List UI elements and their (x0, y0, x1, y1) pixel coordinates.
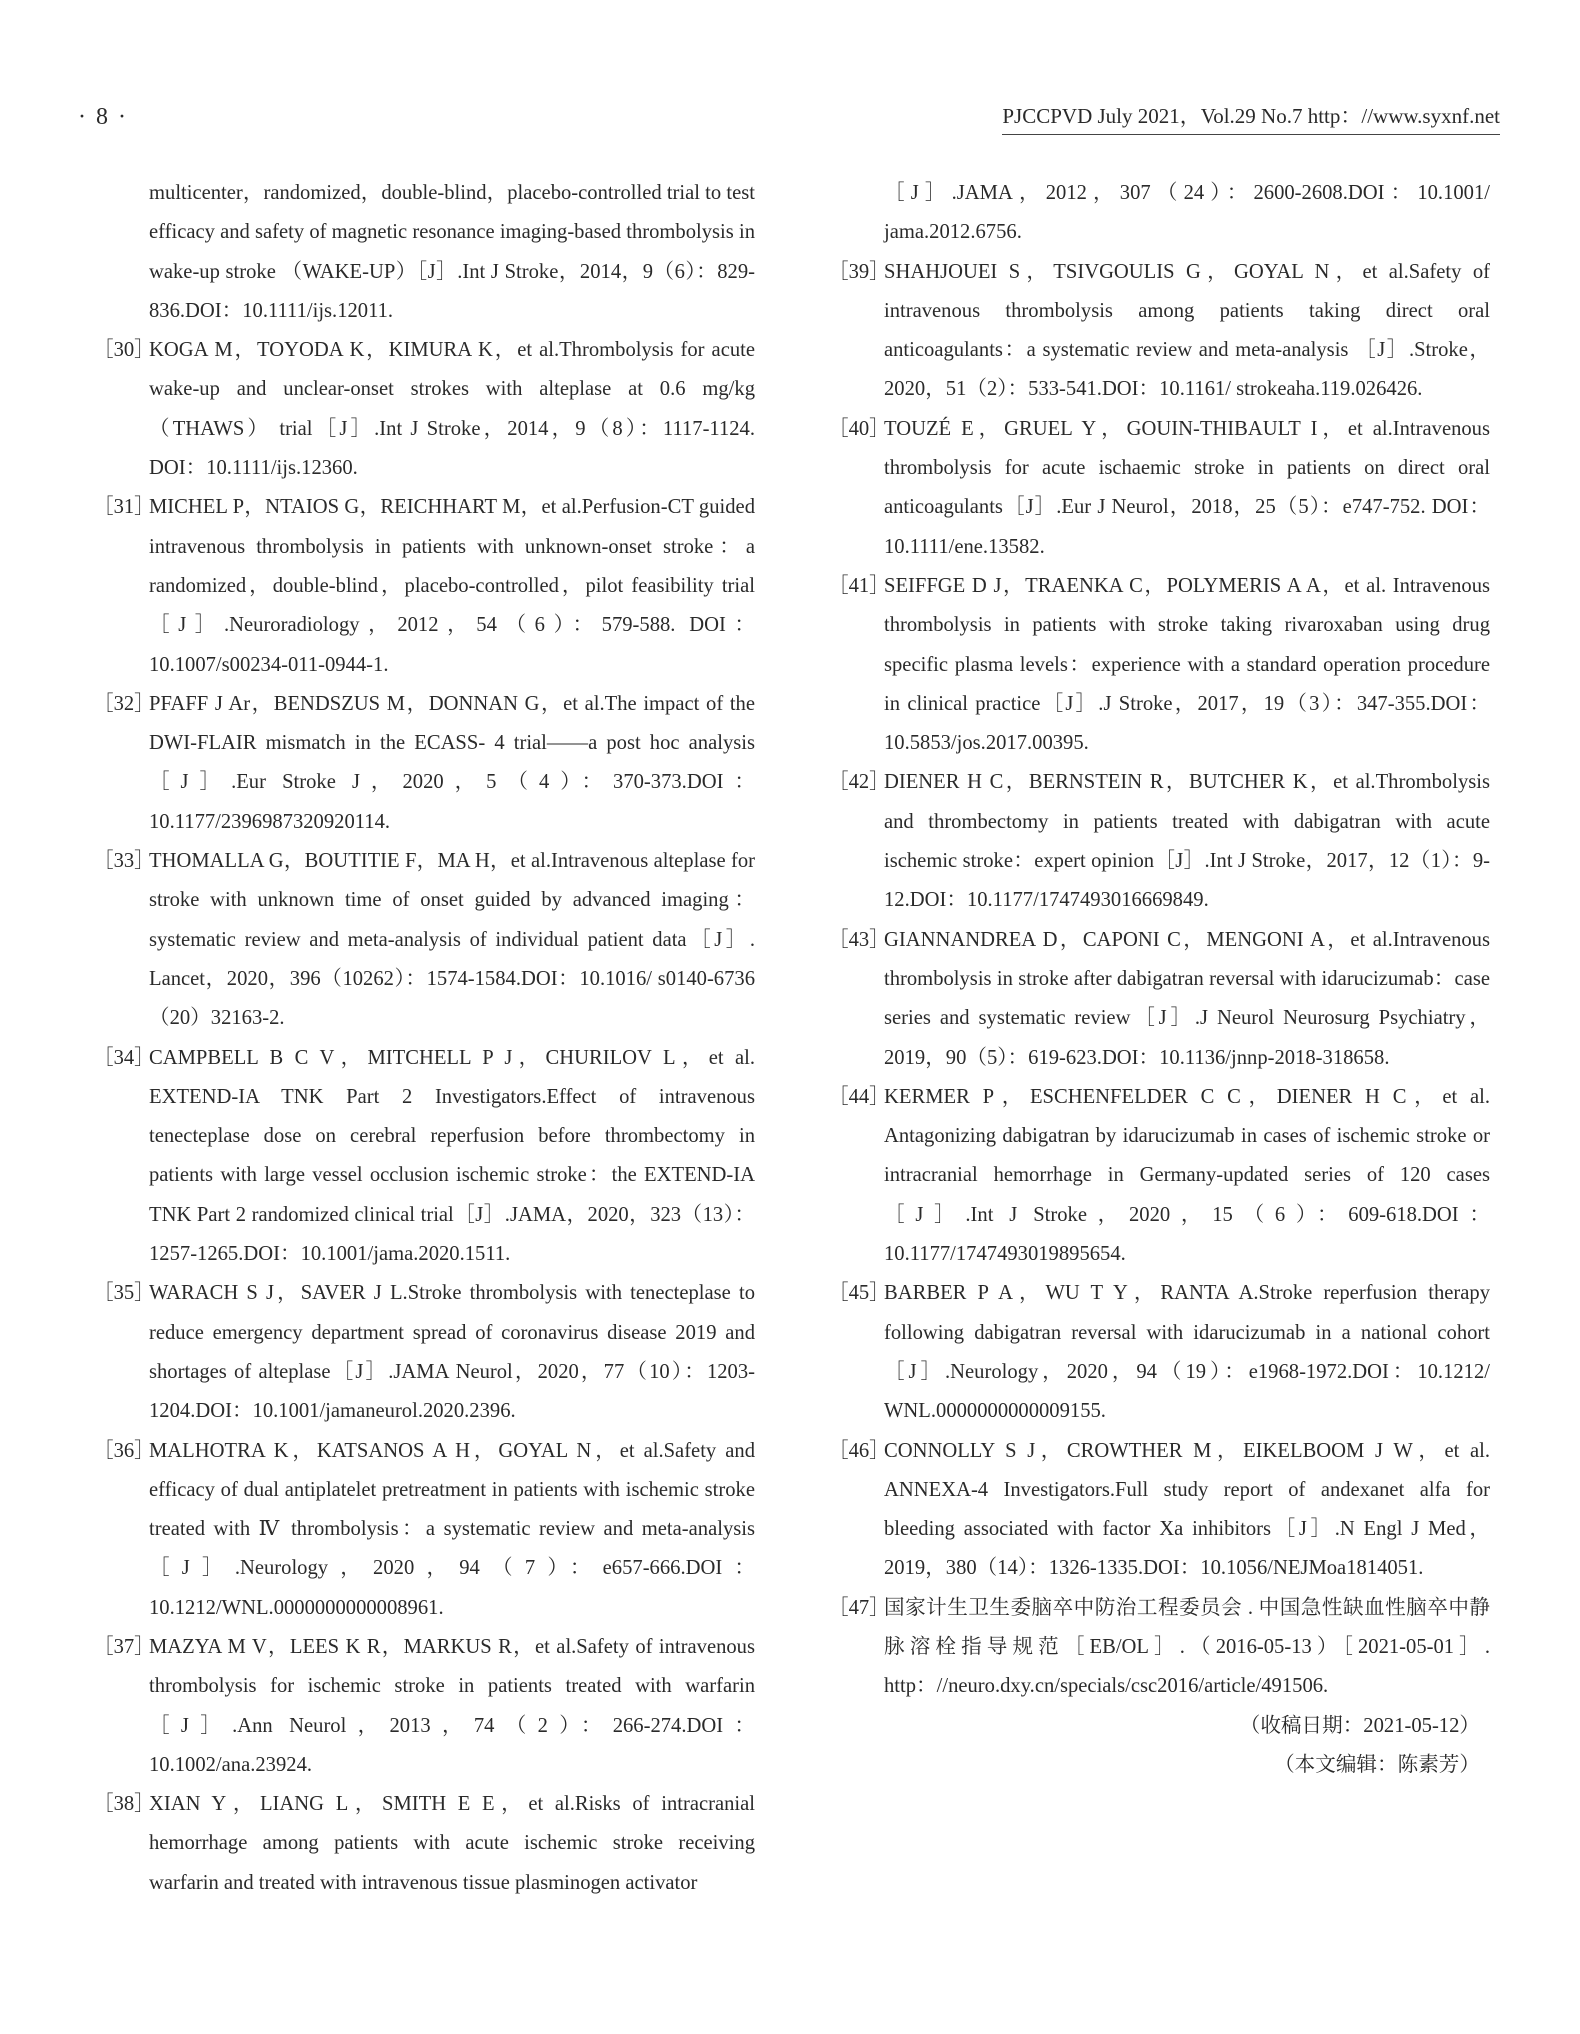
left-column (93, 174, 755, 1903)
reference-number: ［43］ (828, 928, 890, 951)
reference-number: ［33］ (93, 850, 155, 873)
reference-43 (828, 921, 1490, 1078)
reference-continuation: ［J］.JAMA，2012，307（24）：2600-2608.DOI：10.1001/ jama.2012.6756. (884, 182, 1490, 244)
reference-text: XIAN Y，LIANG L，SMITH E E，et al.Risks of intracranial hemorrhage among patients with acute ischemic stroke receiving warfarin and treated with intravenous tissue plasminogen activator (149, 1793, 755, 1894)
reference-text: MICHEL P，NTAIOS G，REICHHART M，et al.Perfusion-CT guided intravenous thrombolysis in patients with unknown-onset stroke：a randomized，double-blind，placebo-controlled，pilot feasibility trial［J］.Neuroradiology，2012，54（6）：579-588. DOI：10.1007/s00234-011-0944-1. (149, 496, 755, 676)
reference-text: CONNOLLY S J，CROWTHER M，EIKELBOOM J W，et al. ANNEXA-4 Investigators.Full study report of andexanet alfa for bleeding associated with factor Xa inhibitors［J］.N Engl J Med，2019，380（14）：1326-1335.DOI：10.1056/NEJMoa1814051. (884, 1439, 1490, 1580)
reference-text: MALHOTRA K，KATSANOS A H，GOYAL N，et al.Safety and efficacy of dual antiplatelet pretreatment in patients with ischemic stroke treated with Ⅳ thrombolysis：a systematic review and meta-analysis［J］.Neurology，2020，94（7）：e657-666.DOI：10.1212/WNL.0000000000008961. (149, 1439, 755, 1619)
right-column (828, 174, 1490, 1785)
reference-46 (828, 1432, 1490, 1589)
reference-text: WARACH S J，SAVER J L.Stroke thrombolysis with tenecteplase to reduce emergency department spread of coronavirus disease 2019 and shortages of alteplase［J］.JAMA Neurol，2020，77（10）：1203-1204.DOI：10.1001/jamaneurol.2020.2396. (149, 1282, 755, 1423)
reference-number: ［34］ (93, 1046, 155, 1069)
reference-42 (828, 763, 1490, 920)
reference-40 (828, 410, 1490, 567)
reference-37 (93, 1628, 755, 1785)
reference-text: PFAFF J Ar，BENDSZUS M，DONNAN G，et al.The impact of the DWI-FLAIR mismatch in the ECASS- 4 trial——a post hoc analysis［J］.Eur Stroke J，2020，5（4）：370-373.DOI：10.1177/2396987320920114. (149, 692, 755, 833)
reference-32 (93, 685, 755, 842)
reference-39 (828, 253, 1490, 410)
reference-text: SEIFFGE D J，TRAENKA C，POLYMERIS A A，et al. Intravenous thrombolysis in patients with stroke taking rivaroxaban using drug specific plasma levels：experience with a standard operation procedure in clinical practice［J］.J Stroke，2017，19（3）：347-355.DOI：10.5853/jos.2017.00395. (884, 574, 1490, 755)
reference-number: ［30］ (93, 339, 155, 362)
reference-text: TOUZÉ E，GRUEL Y，GOUIN-THIBAULT I，et al.Intravenous thrombolysis for acute ischaemic stroke in patients on direct oral anticoagulants［J］.Eur J Neurol，2018，25（5）：e747-752. DOI：10.1111/ene.13582. (884, 417, 1490, 558)
received-date: （收稿日期：2021-05-12） (1239, 1714, 1480, 1737)
reference-35 (93, 1274, 755, 1431)
reference-number: ［36］ (93, 1439, 155, 1462)
reference-text: THOMALLA G，BOUTITIE F，MA H，et al.Intravenous alteplase for stroke with unknown time of onset guided by advanced imaging：systematic review and meta-analysis of individual patient data［J］. Lancet，2020，396（10262）：1574-1584.DOI：10.1016/ s0140-6736（20）32163-2. (149, 850, 755, 1030)
reference-number: ［47］ (828, 1596, 890, 1619)
reference-number: ［37］ (93, 1635, 155, 1658)
reference-text: SHAHJOUEI S，TSIVGOULIS G，GOYAL N，et al.Safety of intravenous thrombolysis among patients taking direct oral anticoagulants：a systematic review and meta-analysis ［J］.Stroke，2020，51（2）：533-541.DOI：10.1161/ strokeaha.119.026426. (884, 260, 1490, 401)
reference-31 (93, 488, 755, 684)
reference-34 (93, 1039, 755, 1275)
reference-number: ［41］ (828, 574, 890, 597)
reference-number: ［44］ (828, 1085, 890, 1108)
reference-text: GIANNANDREA D，CAPONI C，MENGONI A，et al.Intravenous thrombolysis in stroke after dabigatran reversal with idarucizumab：case series and systematic review［J］.J Neurol Neurosurg Psychiatry，2019，90（5）：619-623.DOI：10.1136/jnnp-2018-318658. (884, 928, 1490, 1069)
reference-text: MAZYA M V，LEES K R，MARKUS R，et al.Safety of intravenous thrombolysis for ischemic stroke in patients treated with warfarin［J］.Ann Neurol，2013，74（2）：266-274.DOI：10.1002/ana.23924. (149, 1635, 755, 1776)
running-head: PJCCPVD July 2021，Vol.29 No.7 http：//www.syxnf.net (1002, 100, 1500, 135)
reference-number: ［42］ (828, 771, 890, 794)
reference-36 (93, 1432, 755, 1628)
reference-text: CAMPBELL B C V，MITCHELL P J，CHURILOV L，et al. EXTEND-IA TNK Part 2 Investigators.Effect of intravenous tenecteplase dose on cerebral reperfusion before thrombectomy in patients with large vessel occlusion ischemic stroke：the EXTEND-IA TNK Part 2 randomized clinical trial［J］.JAMA，2020，323（13）：1257-1265.DOI：10.1001/jama.2020.1511. (149, 1046, 755, 1266)
page-number: · 8 · (78, 104, 128, 130)
reference-33 (93, 842, 755, 1038)
reference-text: KOGA M，TOYODA K，KIMURA K，et al.Thrombolysis for acute wake-up and unclear-onset strokes with alteplase at 0.6 mg/kg （THAWS） trial［J］.Int J Stroke，2014，9（8）：1117-1124. DOI：10.1111/ijs.12360. (149, 339, 755, 480)
editor-credit: （本文编辑：陈素芳） (1274, 1753, 1480, 1776)
reference-text: DIENER H C，BERNSTEIN R，BUTCHER K，et al.Thrombolysis and thrombectomy in patients treated with dabigatran with acute ischemic stroke：expert opinion［J］.Int J Stroke，2017，12（1）：9-12.DOI：10.1177/1747493016669849. (884, 771, 1490, 912)
reference-number: ［40］ (828, 417, 890, 440)
reference-continuation: multicenter，randomized，double-blind，placebo-controlled trial to test efficacy and safety of magnetic resonance imaging-based thrombolysis in wake-up stroke （WAKE-UP）［J］.Int J Stroke，2014，9（6）：829-836.DOI：10.1111/ijs.12011. (149, 182, 755, 322)
reference-number: ［32］ (93, 692, 155, 715)
reference-41 (828, 567, 1490, 763)
reference-number: ［39］ (828, 260, 890, 283)
reference-number: ［38］ (93, 1793, 155, 1816)
reference-30 (93, 331, 755, 488)
reference-number: ［31］ (93, 496, 155, 519)
reference-number: ［45］ (828, 1282, 890, 1305)
reference-45 (828, 1274, 1490, 1431)
reference-44 (828, 1078, 1490, 1274)
reference-47 (828, 1589, 1490, 1707)
reference-text: 国家计生卫生委脑卒中防治工程委员会 . 中国急性缺血性脑卒中静脉溶栓指导规范［EB/OL］.（2016-05-13）［2021-05-01］. http：//neuro.dxy.cn/specials/csc2016/article/491506. (884, 1596, 1490, 1698)
reference-text: BARBER P A，WU T Y，RANTA A.Stroke reperfusion therapy following dabigatran reversal with idarucizumab in a national cohort ［J］.Neurology，2020，94（19）：e1968-1972.DOI：10.1212/ WNL.0000000000009155. (884, 1282, 1490, 1423)
reference-number: ［46］ (828, 1439, 890, 1462)
reference-text: KERMER P，ESCHENFELDER C C，DIENER H C，et al. Antagonizing dabigatran by idarucizumab in cases of ischemic stroke or intracranial hemorrhage in Germany-updated series of 120 cases［J］.Int J Stroke，2020，15（6）：609-618.DOI：10.1177/1747493019895654. (884, 1085, 1490, 1266)
reference-38 (93, 1785, 755, 1903)
reference-number: ［35］ (93, 1282, 155, 1305)
